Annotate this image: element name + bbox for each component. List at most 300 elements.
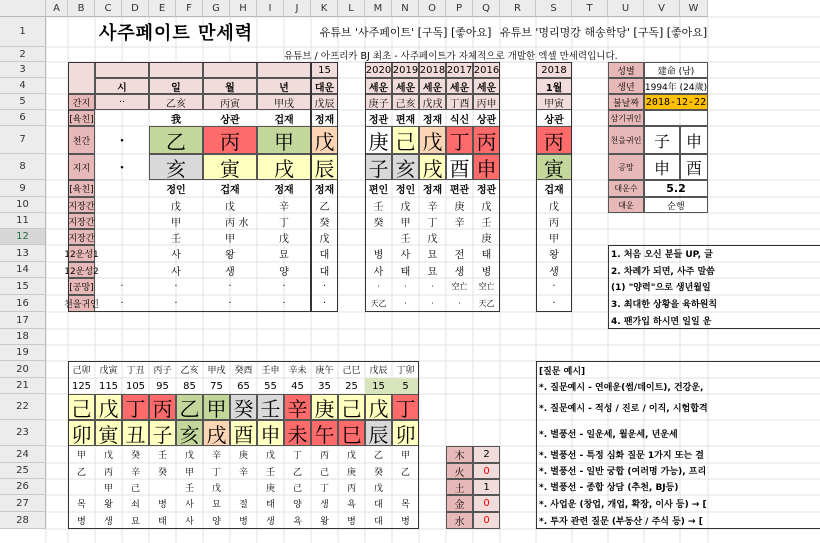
seun-unseong-1[interactable]: 묘 xyxy=(427,250,438,261)
row-label[interactable]: [육친] xyxy=(68,110,95,126)
column-header-F[interactable]: F xyxy=(176,0,203,17)
element-name[interactable]: 金 xyxy=(446,495,473,512)
jijang-3[interactable]: 壬 xyxy=(171,233,181,245)
daeun-jijang-2[interactable]: 乙 xyxy=(76,467,86,478)
daeun-cheongan[interactable]: 己 xyxy=(68,394,95,420)
jijang-1[interactable]: 辛 xyxy=(279,201,289,213)
daeun-age[interactable]: 45 xyxy=(291,380,304,392)
daeun-jiji[interactable]: 丑 xyxy=(122,420,149,446)
seun-cheongan[interactable]: 丙 xyxy=(473,126,500,154)
column-header-D[interactable]: D xyxy=(122,0,149,17)
daeun-jiji[interactable]: 酉 xyxy=(230,420,257,446)
daeun-age[interactable]: 85 xyxy=(183,380,196,392)
info-value[interactable] xyxy=(644,110,708,126)
daeun-unseong-2[interactable]: 대 xyxy=(374,517,383,527)
row-header-1[interactable]: 1 xyxy=(0,17,46,47)
info-date[interactable]: 2018-12-22 xyxy=(644,94,708,110)
daeun-jijang-1[interactable]: 甲 xyxy=(400,451,410,461)
column-header-S[interactable]: S xyxy=(536,0,572,17)
daeun-ganji[interactable]: 壬申 xyxy=(261,366,280,376)
seun-unseong-2[interactable]: 병 xyxy=(481,266,492,278)
daeun-jijang-2[interactable]: 壬 xyxy=(265,467,275,478)
col-unseong-1[interactable]: 왕 xyxy=(549,250,559,261)
yukchin-bottom[interactable]: 겁재 xyxy=(220,185,240,196)
daeun-unseong-1[interactable]: 욕 xyxy=(347,500,356,510)
gongmang[interactable]: · xyxy=(120,281,124,292)
daeun-ganji[interactable]: 丁卯 xyxy=(396,366,415,376)
row-header-20[interactable]: 20 xyxy=(0,361,46,378)
unseong-1[interactable]: 사 xyxy=(171,250,181,261)
seun-yukchin-2[interactable]: 편관 xyxy=(449,185,470,196)
ganji-cell[interactable]: 甲戌 xyxy=(257,94,311,110)
cheoneul[interactable]: · xyxy=(174,298,178,309)
daeun-cheongan[interactable]: 庚 xyxy=(311,394,338,420)
daeun-age[interactable]: 15 xyxy=(365,378,392,394)
daeun-cheongan[interactable]: 辛 xyxy=(284,394,311,420)
seun-yukchin[interactable]: 식신 xyxy=(449,114,470,126)
seun-jijang-1[interactable]: 壬 xyxy=(373,201,384,213)
unseong-2[interactable]: 사 xyxy=(171,266,181,278)
seun-jiji[interactable]: 申 xyxy=(473,154,500,180)
column-header-I[interactable]: I xyxy=(257,0,284,17)
daeun-unseong-1[interactable]: 사 xyxy=(185,500,194,510)
row-label[interactable]: 천을귀인 xyxy=(68,295,95,312)
cheongan[interactable]: · xyxy=(118,128,126,152)
gongmang[interactable]: · xyxy=(228,281,232,292)
element-name[interactable]: 水 xyxy=(446,512,473,529)
daeun-cheongan[interactable]: 壬 xyxy=(257,394,284,420)
col-jiji[interactable]: 辰 xyxy=(311,154,338,180)
row-header-6[interactable]: 6 xyxy=(0,110,46,126)
seun-ganji[interactable]: 己亥 xyxy=(392,94,419,110)
daeun-unseong-2[interactable]: 병 xyxy=(77,517,86,527)
seun-year[interactable]: 2018 xyxy=(419,62,446,78)
daeun-jijang-3[interactable]: 丁 xyxy=(319,483,329,494)
unseong-1[interactable]: 묘 xyxy=(279,250,289,261)
col-yukchin-2[interactable]: 정재 xyxy=(314,185,335,196)
col-label[interactable]: 대운 xyxy=(311,78,338,94)
row-label[interactable]: 지장간 xyxy=(68,213,95,229)
cheoneul[interactable]: · xyxy=(228,298,232,309)
seun-ganji[interactable]: 丙申 xyxy=(473,94,500,110)
column-header-E[interactable]: E xyxy=(149,0,176,17)
jiji[interactable]: · xyxy=(118,155,126,179)
row-label[interactable]: 지장간 xyxy=(68,229,95,245)
daeun-jijang-2[interactable]: 癸 xyxy=(373,467,383,478)
daeun-jijang-1[interactable]: 戊 xyxy=(103,451,113,461)
cheongan[interactable]: 甲 xyxy=(257,126,311,154)
daeun-ganji[interactable]: 辛未 xyxy=(288,366,307,376)
daeun-age[interactable]: 115 xyxy=(98,380,119,392)
daeun-jijang-3[interactable]: 戊 xyxy=(373,483,383,494)
row-header-5[interactable]: 5 xyxy=(0,94,46,110)
row-header-22[interactable]: 22 xyxy=(0,394,46,420)
daeun-jiji[interactable]: 未 xyxy=(284,420,311,446)
pillar-header[interactable]: 일 xyxy=(149,78,203,94)
info-value[interactable]: 5.2 xyxy=(644,180,708,197)
seun-unseong-1[interactable]: 사 xyxy=(400,250,411,261)
column-header-L[interactable]: L xyxy=(338,0,365,17)
element-count[interactable]: 0 xyxy=(473,495,500,512)
daeun-unseong-2[interactable]: 생 xyxy=(104,517,113,527)
row-header-27[interactable]: 27 xyxy=(0,495,46,512)
jijang-water[interactable]: 水 xyxy=(238,217,249,229)
daeun-jijang-1[interactable]: 丁 xyxy=(292,451,302,461)
yukchin-bottom[interactable] xyxy=(95,180,149,197)
yukchin-top[interactable] xyxy=(95,110,149,126)
daeun-jijang-3[interactable]: 甲 xyxy=(103,483,113,494)
daeun-age[interactable]: 55 xyxy=(264,380,277,392)
col-top[interactable]: 2018 xyxy=(536,62,572,78)
daeun-jijang-1[interactable]: 戊 xyxy=(265,451,275,461)
seun-unseong-1[interactable]: 병 xyxy=(373,250,384,261)
select-all-corner[interactable] xyxy=(0,0,46,17)
row-header-9[interactable]: 9 xyxy=(0,180,46,197)
ganji-cell[interactable]: ·· xyxy=(95,94,149,110)
col-unseong-2[interactable]: 대 xyxy=(319,266,330,278)
daeun-jiji[interactable]: 寅 xyxy=(95,420,122,446)
daeun-cheongan[interactable]: 丙 xyxy=(149,394,176,420)
daeun-cheongan[interactable]: 乙 xyxy=(176,394,203,420)
daeun-jijang-2[interactable]: 辛 xyxy=(238,467,248,478)
seun-label[interactable]: 세운 xyxy=(419,78,446,94)
col-jijang-3[interactable]: 戊 xyxy=(319,233,330,245)
yukchin-top[interactable]: 我 xyxy=(171,114,181,126)
element-name[interactable]: 火 xyxy=(446,463,473,479)
daeun-unseong-2[interactable]: 묘 xyxy=(131,517,140,527)
ganji-cell[interactable]: 丙寅 xyxy=(203,94,257,110)
seun-cheongan[interactable]: 戊 xyxy=(419,126,446,154)
info-label[interactable]: 공망 xyxy=(608,154,644,180)
element-count[interactable]: 0 xyxy=(473,512,500,529)
seun-jijang-3[interactable]: 庚 xyxy=(481,233,492,245)
seun-jijang-3[interactable] xyxy=(365,229,392,245)
info-value[interactable]: 순행 xyxy=(644,197,708,213)
daeun-jijang-1[interactable]: 庚 xyxy=(238,451,248,461)
ganji-cell[interactable]: 乙亥 xyxy=(149,94,203,110)
info-value[interactable]: 酉 xyxy=(680,154,708,180)
seun-jijang-1[interactable]: 戊 xyxy=(400,201,411,213)
seun-jijang-2[interactable]: 丁 xyxy=(427,217,438,229)
daeun-ganji[interactable]: 丙子 xyxy=(153,366,172,376)
daeun-ganji[interactable]: 庚午 xyxy=(315,366,334,376)
col-cheongan[interactable]: 戊 xyxy=(311,126,338,154)
element-name[interactable]: 土 xyxy=(446,479,473,495)
element-count[interactable]: 1 xyxy=(473,479,500,495)
seun-gongmang[interactable]: · xyxy=(431,282,434,291)
daeun-ganji[interactable]: 己卯 xyxy=(72,366,91,376)
row-header-2[interactable]: 2 xyxy=(0,47,46,62)
daeun-cheongan[interactable]: 丁 xyxy=(122,394,149,420)
daeun-jijang-1[interactable]: 戊 xyxy=(184,451,194,461)
daeun-ganji[interactable]: 甲戌 xyxy=(207,366,226,376)
daeun-unseong-2[interactable]: 태 xyxy=(158,517,167,527)
seun-yukchin-2[interactable]: 정인 xyxy=(395,185,416,196)
seun-cheongan[interactable]: 庚 xyxy=(365,126,392,154)
col-ganji[interactable]: 甲寅 xyxy=(536,94,572,110)
column-header-P[interactable]: P xyxy=(446,0,473,17)
gongmang[interactable]: · xyxy=(174,281,178,292)
row-header-7[interactable]: 7 xyxy=(0,126,46,154)
daeun-jijang-2[interactable]: 丁 xyxy=(211,467,221,478)
seun-year[interactable]: 2016 xyxy=(473,62,500,78)
pillar-header-top[interactable] xyxy=(95,62,149,78)
row-header-26[interactable]: 26 xyxy=(0,479,46,495)
seun-unseong-2[interactable]: 사 xyxy=(373,266,384,278)
daeun-unseong-1[interactable]: 병 xyxy=(158,500,167,510)
row-header-19[interactable]: 19 xyxy=(0,345,46,361)
jiji[interactable]: 寅 xyxy=(203,154,257,180)
corner-header[interactable] xyxy=(68,62,95,94)
row-header-28[interactable]: 28 xyxy=(0,512,46,529)
daeun-jijang-3[interactable] xyxy=(149,479,176,495)
seun-jijang-3[interactable] xyxy=(446,229,473,245)
seun-yukchin-2[interactable]: 정재 xyxy=(422,185,443,196)
youtube-channel-2[interactable]: 유튜브 '명리명강 해송학당' [구독] [좋아요] xyxy=(500,26,708,39)
row-header-25[interactable]: 25 xyxy=(0,463,46,479)
daeun-jijang-2[interactable]: 乙 xyxy=(292,467,302,478)
column-header-T[interactable]: T xyxy=(572,0,608,17)
column-header-C[interactable]: C xyxy=(95,0,122,17)
row-header-12[interactable]: 12 xyxy=(0,229,46,245)
jijang-2[interactable] xyxy=(95,213,149,229)
column-header-R[interactable]: R xyxy=(500,0,536,17)
seun-jijang-2[interactable]: 癸 xyxy=(373,217,384,229)
daeun-jijang-3[interactable] xyxy=(68,479,95,495)
daeun-unseong-1[interactable]: 목 xyxy=(77,500,86,510)
col-unseong-2[interactable]: 생 xyxy=(549,266,559,278)
col-cheongan[interactable]: 丙 xyxy=(536,126,572,154)
seun-cheoneul[interactable]: 天乙 xyxy=(478,299,495,308)
pillar-header[interactable]: 시 xyxy=(95,78,149,94)
col-jijang-1[interactable]: 乙 xyxy=(319,201,330,213)
jijang-3[interactable] xyxy=(95,229,149,245)
seun-cheongan[interactable]: 丁 xyxy=(446,126,473,154)
row-label[interactable]: [육친] xyxy=(68,180,95,197)
col-jiji[interactable]: 寅 xyxy=(536,154,572,180)
daeun-age[interactable]: 95 xyxy=(156,380,169,392)
daeun-ganji[interactable]: 戊辰 xyxy=(369,366,388,376)
seun-cheoneul[interactable]: · xyxy=(431,299,434,308)
daeun-unseong-1[interactable]: 왕 xyxy=(104,500,113,510)
row-label[interactable]: [공망] xyxy=(68,278,95,295)
daeun-unseong-2[interactable]: 양 xyxy=(212,517,221,527)
seun-cheoneul[interactable]: · xyxy=(458,299,461,308)
seun-gongmang[interactable]: · xyxy=(404,282,407,291)
cheoneul[interactable]: · xyxy=(282,298,286,309)
seun-jiji[interactable]: 酉 xyxy=(446,154,473,180)
daeun-jijang-3[interactable] xyxy=(392,479,419,495)
daeun-jiji[interactable]: 辰 xyxy=(365,420,392,446)
row-label[interactable]: 지지 xyxy=(68,154,95,180)
column-header-U[interactable]: U xyxy=(608,0,644,17)
seun-gongmang[interactable]: 空亡 xyxy=(478,282,495,291)
col-yukchin[interactable]: 정재 xyxy=(314,114,335,126)
info-label[interactable]: 대운수 xyxy=(608,180,644,197)
info-value[interactable]: 建命 (남) xyxy=(644,62,708,78)
seun-cheongan[interactable]: 己 xyxy=(392,126,419,154)
daeun-jijang-2[interactable]: 己 xyxy=(319,467,329,478)
col-cheoneul[interactable]: · xyxy=(322,298,327,309)
info-value[interactable]: 1994年 (24歲) xyxy=(644,78,708,94)
seun-cheoneul[interactable]: 天乙 xyxy=(370,299,387,308)
daeun-jijang-1[interactable]: 乙 xyxy=(373,451,383,461)
yukchin-bottom[interactable]: 정인 xyxy=(166,185,186,196)
row-label[interactable]: 12운성2 xyxy=(68,262,95,278)
unseong-2[interactable]: 양 xyxy=(279,266,289,278)
daeun-jijang-1[interactable]: 辛 xyxy=(211,451,221,461)
row-header-16[interactable]: 16 xyxy=(0,295,46,312)
daeun-unseong-2[interactable]: 병 xyxy=(401,517,410,527)
daeun-jijang-2[interactable]: 癸 xyxy=(157,467,167,478)
row-header-10[interactable]: 10 xyxy=(0,197,46,213)
seun-label[interactable]: 세운 xyxy=(446,78,473,94)
col-jijang-1[interactable]: 戊 xyxy=(549,201,559,213)
column-header-H[interactable]: H xyxy=(230,0,257,17)
column-header-W[interactable]: W xyxy=(680,0,708,17)
pillar-header[interactable]: 월 xyxy=(203,78,257,94)
yukchin-top[interactable]: 상관 xyxy=(220,114,240,126)
daeun-jijang-1[interactable]: 癸 xyxy=(130,451,140,461)
row-label[interactable]: 천간 xyxy=(68,126,95,154)
seun-label[interactable]: 세운 xyxy=(473,78,500,94)
daeun-unseong-1[interactable]: 묘 xyxy=(212,500,221,510)
col-gongmang[interactable]: · xyxy=(322,281,327,292)
daeun-jijang-3[interactable]: 壬 xyxy=(184,483,194,494)
daeun-unseong-2[interactable]: 생 xyxy=(266,517,275,527)
jijang-3[interactable]: 甲 xyxy=(225,233,235,245)
daeun-unseong-2[interactable]: 욕 xyxy=(293,517,302,527)
col-ganji[interactable]: 戊辰 xyxy=(311,94,338,110)
jijang-1[interactable] xyxy=(95,197,149,213)
column-header-B[interactable]: B xyxy=(68,0,95,17)
jijang-1[interactable]: 戊 xyxy=(225,201,235,213)
row-label[interactable]: 12운성1 xyxy=(68,245,95,262)
col-unseong-1[interactable]: 대 xyxy=(319,250,330,261)
daeun-jijang-3[interactable]: 己 xyxy=(292,483,302,494)
daeun-jijang-2[interactable]: 辛 xyxy=(130,467,140,478)
daeun-unseong-2[interactable]: 왕 xyxy=(320,517,329,527)
daeun-jijang-3[interactable]: 己 xyxy=(130,483,140,494)
row-header-15[interactable]: 15 xyxy=(0,278,46,295)
row-header-8[interactable]: 8 xyxy=(0,154,46,180)
column-header-Q[interactable]: Q xyxy=(473,0,500,17)
info-value[interactable]: 申 xyxy=(644,154,680,180)
info-label[interactable]: 삼기귀인 xyxy=(608,110,644,126)
pillar-header-top[interactable] xyxy=(203,62,257,78)
seun-year[interactable]: 2019 xyxy=(392,62,419,78)
seun-unseong-2[interactable]: 태 xyxy=(400,266,411,278)
seun-jijang-2[interactable]: 甲 xyxy=(400,217,411,229)
seun-jijang-3[interactable]: 戊 xyxy=(427,233,438,245)
column-header-V[interactable]: V xyxy=(644,0,680,17)
gongmang[interactable]: · xyxy=(282,281,286,292)
column-header-O[interactable]: O xyxy=(419,0,446,17)
daeun-age[interactable]: 105 xyxy=(125,380,146,392)
info-label[interactable]: 성별 xyxy=(608,62,644,78)
daeun-jijang-2[interactable]: 甲 xyxy=(184,467,194,478)
daeun-unseong-2[interactable]: 병 xyxy=(239,517,248,527)
element-name[interactable]: 木 xyxy=(446,446,473,463)
cheongan[interactable]: 乙 xyxy=(149,126,203,154)
daeun-jijang-1[interactable]: 甲 xyxy=(76,451,86,461)
daeun-age[interactable]: 5 xyxy=(392,378,419,394)
col-gongmang[interactable]: · xyxy=(552,281,556,292)
row-header-3[interactable]: 3 xyxy=(0,62,46,78)
col-top[interactable]: 15 xyxy=(311,62,338,78)
unseong-2[interactable] xyxy=(95,262,149,278)
subtitle[interactable]: 유튜브 / 아프리카 BJ 최초 - 사주페이트가 자체적으로 개발한 엑셀 만세력입니다. xyxy=(284,50,618,62)
daeun-jiji[interactable]: 亥 xyxy=(176,420,203,446)
seun-yukchin[interactable]: 편재 xyxy=(395,114,416,126)
seun-ganji[interactable]: 庚子 xyxy=(365,94,392,110)
daeun-cheongan[interactable]: 戊 xyxy=(95,394,122,420)
seun-year[interactable]: 2020 xyxy=(365,62,392,78)
col-label[interactable]: 1월 xyxy=(536,78,572,94)
seun-jijang-1[interactable]: 庚 xyxy=(454,201,465,213)
row-header-18[interactable]: 18 xyxy=(0,329,46,345)
info-label[interactable]: 천을귀인 xyxy=(608,126,644,154)
daeun-unseong-1[interactable]: 양 xyxy=(293,500,302,510)
column-header-K[interactable]: K xyxy=(311,0,338,17)
col-cheoneul[interactable]: · xyxy=(552,298,556,309)
daeun-unseong-2[interactable]: 사 xyxy=(185,517,194,527)
daeun-unseong-1[interactable]: 대 xyxy=(374,500,383,510)
seun-yukchin[interactable]: 정관 xyxy=(368,114,389,126)
col-jijang-2[interactable]: 丙 xyxy=(549,217,559,229)
row-header-14[interactable]: 14 xyxy=(0,262,46,278)
row-header-4[interactable]: 4 xyxy=(0,78,46,94)
daeun-unseong-1[interactable]: 절 xyxy=(239,500,248,510)
info-label[interactable]: 생년 xyxy=(608,78,644,94)
seun-unseong-2[interactable]: 묘 xyxy=(427,266,438,278)
seun-ganji[interactable]: 丁酉 xyxy=(446,94,473,110)
daeun-age[interactable]: 65 xyxy=(237,380,250,392)
row-header-17[interactable]: 17 xyxy=(0,312,46,329)
jijang-2[interactable]: 丁 xyxy=(279,217,289,229)
element-count[interactable]: 2 xyxy=(473,446,500,463)
column-header-M[interactable]: M xyxy=(365,0,392,17)
row-label[interactable]: 간지 xyxy=(68,94,95,110)
daeun-jijang-2[interactable]: 丙 xyxy=(103,467,113,478)
seun-cheoneul[interactable]: · xyxy=(404,299,407,308)
unseong-2[interactable]: 생 xyxy=(225,266,235,278)
seun-yukchin[interactable]: 상관 xyxy=(476,114,497,126)
daeun-jijang-3[interactable]: 戊 xyxy=(211,483,221,494)
column-header-A[interactable]: A xyxy=(46,0,68,17)
daeun-jijang-3[interactable]: 庚 xyxy=(265,483,275,494)
pillar-header[interactable]: 년 xyxy=(257,78,311,94)
daeun-ganji[interactable]: 癸酉 xyxy=(234,366,253,376)
seun-jijang-1[interactable]: 戊 xyxy=(481,201,492,213)
daeun-unseong-1[interactable]: 쇠 xyxy=(131,500,140,510)
daeun-ganji[interactable]: 戊寅 xyxy=(99,366,118,376)
seun-jijang-2[interactable]: 辛 xyxy=(454,217,465,229)
info-label[interactable]: 불날짜 xyxy=(608,94,644,110)
daeun-jiji[interactable]: 午 xyxy=(311,420,338,446)
daeun-jijang-2[interactable]: 庚 xyxy=(346,467,356,478)
row-label[interactable]: 지장간 xyxy=(68,197,95,213)
daeun-jiji[interactable]: 卯 xyxy=(68,420,95,446)
seun-jiji[interactable]: 子 xyxy=(365,154,392,180)
row-header-13[interactable]: 13 xyxy=(0,245,46,262)
yukchin-bottom[interactable]: 정재 xyxy=(274,185,294,196)
seun-year[interactable]: 2017 xyxy=(446,62,473,78)
row-header-24[interactable]: 24 xyxy=(0,446,46,463)
daeun-jijang-2[interactable]: 乙 xyxy=(400,467,410,478)
col-yukchin[interactable]: 상관 xyxy=(544,114,564,126)
col-jijang-3[interactable]: 甲 xyxy=(549,233,559,245)
